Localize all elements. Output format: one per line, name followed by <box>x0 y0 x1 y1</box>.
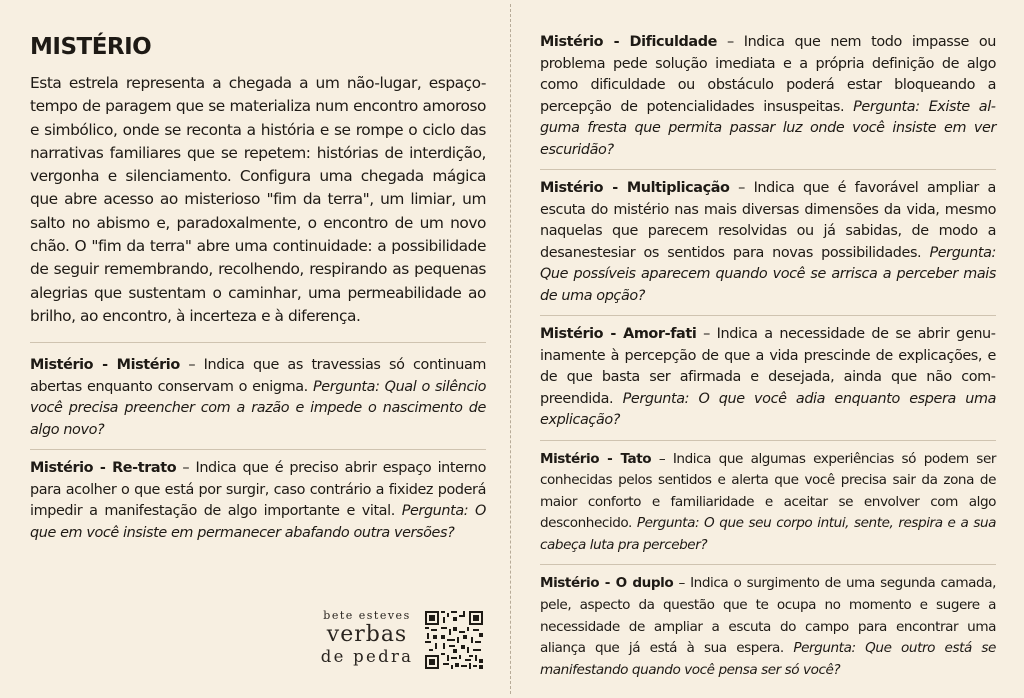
entry-misterio-tato <box>540 449 996 557</box>
entry-misterio-re-trato <box>30 458 486 544</box>
entry-misterio-o-duplo <box>540 573 996 681</box>
entry-name: Mistério - Re-trato <box>30 460 177 477</box>
brand-name-line1: verbas <box>326 622 408 647</box>
entry-question: Pergunta: O que em você insiste em permanecer abafando outra versões? <box>30 503 486 541</box>
entry-misterio-amor-fati <box>540 324 996 432</box>
entry-divider <box>540 440 996 441</box>
entry-misterio-misterio <box>30 355 486 441</box>
entry-name: Mistério - Mistério <box>30 357 180 374</box>
entry-text: – Indica que é favorável ampliar a escuta do mistério nas mais diversas dimensões da vida, mesmo naquelas que parecem resolvidas ou já sabidas, de modo a desanestesiar os sentidos para novas possibilidades. <box>540 180 996 261</box>
entry-question: Pergunta: O que você adia enquanto espera uma explicação? <box>540 390 996 428</box>
entry-misterio-multiplicacao <box>540 178 996 307</box>
entry-name: Mistério - O duplo <box>540 575 674 592</box>
entry-question: Pergunta: Que possíveis aparecem quando você se arrisca a perceber mais de uma opção? <box>540 244 996 304</box>
entry-divider <box>540 315 996 316</box>
entry-name: Mistério - Dificuldade <box>540 34 717 50</box>
column-divider <box>510 4 511 694</box>
brand-name-line2: de pedra <box>320 647 414 666</box>
qr-code-icon <box>425 611 483 669</box>
entry-name: Mistério - Tato <box>540 450 652 467</box>
entry-text: – Indica que nem todo impasse ou problema pede solução imediata e a própria definição de algo como dificuldade ou obstáculo poderá estar bloqueando a percepção de potencialidades insuspeitas. <box>540 34 996 115</box>
right-column <box>540 32 996 681</box>
section-divider <box>30 342 486 343</box>
entry-question: Pergunta: O que seu corpo intui, sente, respira e a sua cabeça luta pra perceber? <box>540 515 996 553</box>
page-title: MISTÉRIO <box>30 34 152 60</box>
entry-question: Pergunta: Que outro está se manifestando quando você pensa ser só você? <box>540 640 996 678</box>
entry-misterio-dificuldade <box>540 32 996 161</box>
entry-divider <box>30 449 486 450</box>
entry-text: – Indica o surgimento de uma segunda camada, pele, aspecto da questão que te ocupa no momento e sugere a necessidade de ampliar a escuta do campo para encontrar uma aliança que já está à sua espera. <box>540 575 996 657</box>
entry-name: Mistério - Multiplicação <box>540 180 730 196</box>
entry-question: Pergunta: Existe alguma fresta que permita passar luz onde você insiste em ver escuridão? <box>540 98 996 158</box>
entry-text: – Indica que algumas experiências só podem ser conhecidas pelos sentidos e alerta que você precisa sair da zona de maior conforto e familiaridade e aceitar se envolver com algo desconhecido. <box>540 450 996 532</box>
entry-divider <box>540 564 996 565</box>
brand-logo <box>318 608 416 668</box>
left-column <box>30 34 486 544</box>
intro-paragraph: Esta estrela representa a chegada a um não-lugar, espaço-tempo de paragem que se materializa num encontro amoroso e simbólico, onde se reconta a história e se rompe o ciclo das narrativas familiares que se repetem: histórias de interdição, vergonha e silenciamento. Configura uma chegada mágica que abre acesso ao misterioso "fim da terra", um limiar, um salto no abismo e, paradoxalmente, o encontro de um novo chão. O "fim da terra" abre uma continuidade: a possibilidade de seguir remembrando, recolhendo, respirando as pequenas alegrias que sustentam o caminhar, uma permeabilidade ao brilho, ao encontro, à incerteza e à diferença. <box>30 74 486 325</box>
entry-text: – Indica que é preciso abrir espaço interno para acolher o que está por surgir, caso contrário a fixidez poderá impedir a manifestação de algo importante e vital. <box>30 460 486 520</box>
entry-divider <box>540 169 996 170</box>
entry-text: – Indica que as travessias só continuam abertas enquanto conservam o enigma. <box>30 357 486 395</box>
entry-name: Mistério - Amor-fati <box>540 326 697 342</box>
brand-author: bete esteves <box>323 609 411 622</box>
entry-question: Pergunta: Qual o silêncio você precisa preencher com a razão e impede o nascimento de algo novo? <box>30 378 486 438</box>
entry-text: – Indica a necessidade de se abrir genuinamente à percepção de que a vida prescinde de explicações, e de que basta ser afirmada e desejada, ainda que não compreendida. <box>540 326 996 407</box>
